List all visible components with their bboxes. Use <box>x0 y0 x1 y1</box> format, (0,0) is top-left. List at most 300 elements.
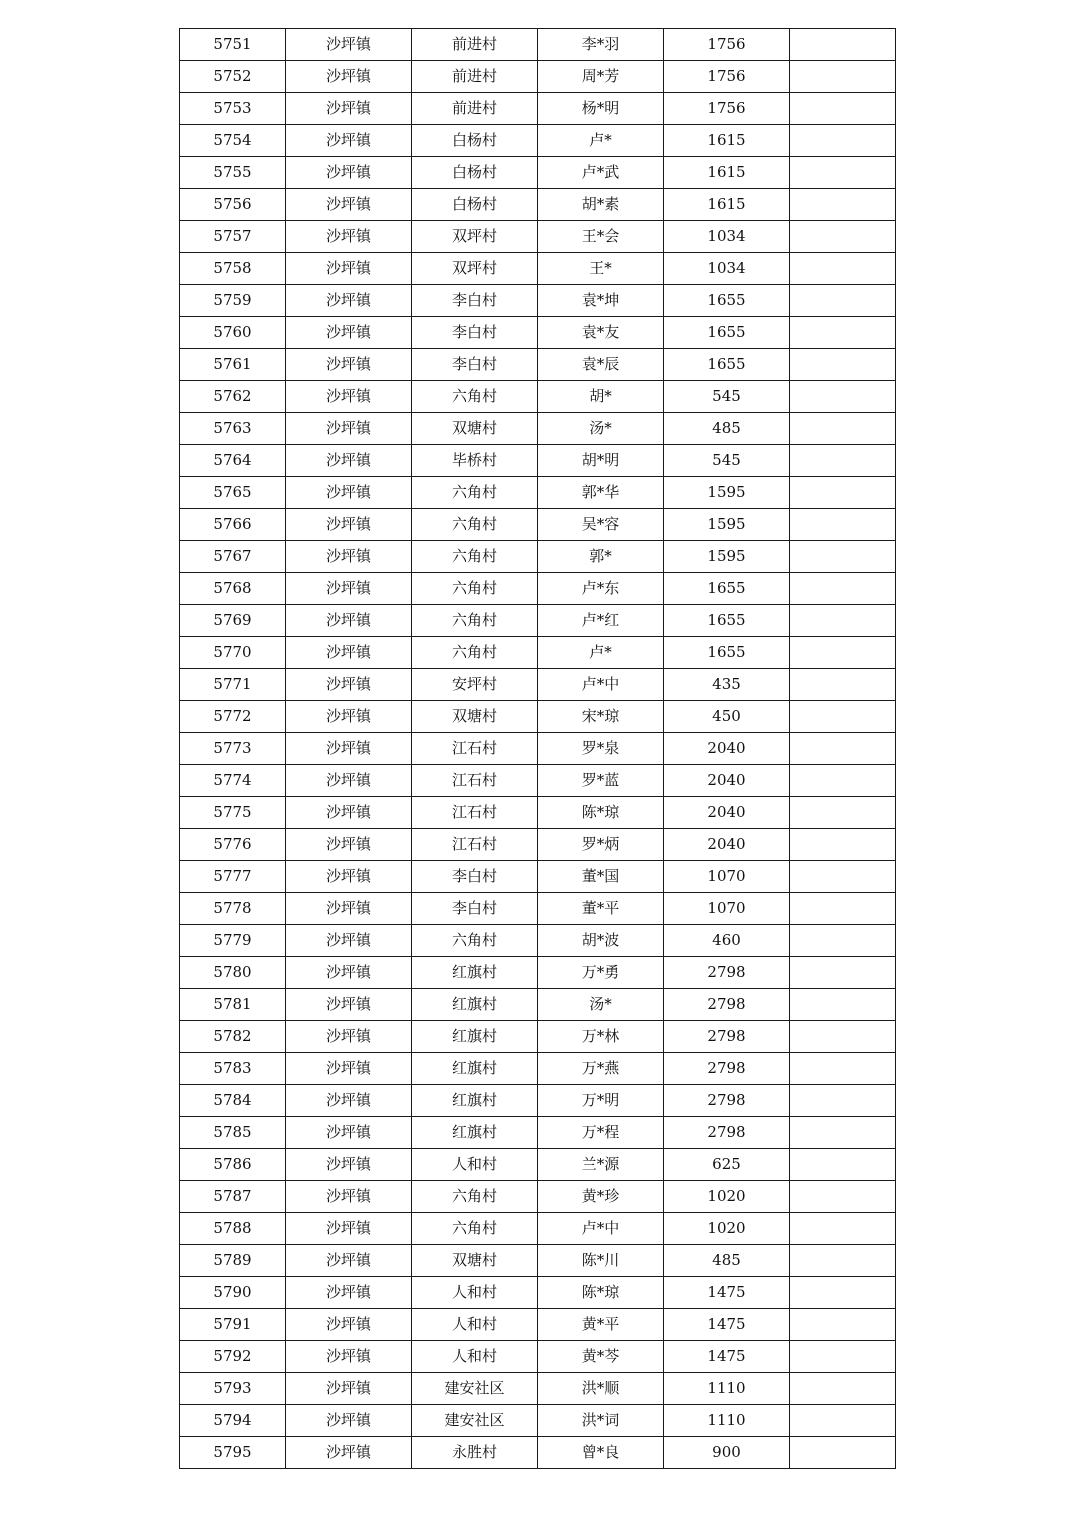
cell-village: 李白村 <box>412 349 538 381</box>
cell-amount: 485 <box>664 413 790 445</box>
cell-note <box>790 189 896 221</box>
cell-village: 双坪村 <box>412 253 538 285</box>
cell-town: 沙坪镇 <box>286 797 412 829</box>
cell-town: 沙坪镇 <box>286 957 412 989</box>
cell-amount: 2798 <box>664 957 790 989</box>
table-row <box>180 93 896 125</box>
cell-village: 白杨村 <box>412 157 538 189</box>
cell-note <box>790 1181 896 1213</box>
cell-village: 红旗村 <box>412 1085 538 1117</box>
cell-amount: 1615 <box>664 125 790 157</box>
cell-amount: 1615 <box>664 189 790 221</box>
cell-town: 沙坪镇 <box>286 1437 412 1469</box>
cell-town: 沙坪镇 <box>286 861 412 893</box>
cell-town: 沙坪镇 <box>286 61 412 93</box>
table-row <box>180 989 896 1021</box>
cell-serial-number: 5769 <box>180 605 286 637</box>
cell-note <box>790 1405 896 1437</box>
table-row <box>180 829 896 861</box>
cell-amount: 2040 <box>664 733 790 765</box>
cell-amount: 2798 <box>664 1085 790 1117</box>
cell-serial-number: 5771 <box>180 669 286 701</box>
cell-name: 胡*波 <box>538 925 664 957</box>
cell-village: 六角村 <box>412 925 538 957</box>
cell-name: 卢*东 <box>538 573 664 605</box>
cell-serial-number: 5794 <box>180 1405 286 1437</box>
cell-note <box>790 445 896 477</box>
cell-note <box>790 1309 896 1341</box>
cell-town: 沙坪镇 <box>286 221 412 253</box>
cell-town: 沙坪镇 <box>286 701 412 733</box>
cell-village: 江石村 <box>412 829 538 861</box>
cell-amount: 1655 <box>664 317 790 349</box>
cell-village: 双坪村 <box>412 221 538 253</box>
cell-note <box>790 93 896 125</box>
cell-note <box>790 573 896 605</box>
table-row <box>180 765 896 797</box>
cell-village: 毕桥村 <box>412 445 538 477</box>
table-row <box>180 477 896 509</box>
cell-amount: 1655 <box>664 285 790 317</box>
cell-note <box>790 1117 896 1149</box>
table-row <box>180 1149 896 1181</box>
table-row <box>180 29 896 61</box>
cell-amount: 2798 <box>664 1021 790 1053</box>
cell-town: 沙坪镇 <box>286 669 412 701</box>
cell-serial-number: 5795 <box>180 1437 286 1469</box>
cell-amount: 1070 <box>664 861 790 893</box>
cell-note <box>790 989 896 1021</box>
table-row <box>180 285 896 317</box>
table-row <box>180 125 896 157</box>
cell-serial-number: 5773 <box>180 733 286 765</box>
cell-town: 沙坪镇 <box>286 317 412 349</box>
cell-serial-number: 5781 <box>180 989 286 1021</box>
cell-amount: 450 <box>664 701 790 733</box>
cell-name: 万*程 <box>538 1117 664 1149</box>
cell-note <box>790 861 896 893</box>
cell-village: 人和村 <box>412 1277 538 1309</box>
cell-note <box>790 669 896 701</box>
cell-town: 沙坪镇 <box>286 157 412 189</box>
cell-serial-number: 5783 <box>180 1053 286 1085</box>
cell-name: 万*明 <box>538 1085 664 1117</box>
table-row <box>180 1117 896 1149</box>
cell-note <box>790 381 896 413</box>
table-row <box>180 797 896 829</box>
cell-name: 郭*华 <box>538 477 664 509</box>
cell-town: 沙坪镇 <box>286 1149 412 1181</box>
cell-village: 建安社区 <box>412 1373 538 1405</box>
table-row <box>180 1053 896 1085</box>
cell-serial-number: 5791 <box>180 1309 286 1341</box>
cell-serial-number: 5792 <box>180 1341 286 1373</box>
cell-note <box>790 733 896 765</box>
cell-village: 红旗村 <box>412 957 538 989</box>
cell-serial-number: 5762 <box>180 381 286 413</box>
cell-town: 沙坪镇 <box>286 477 412 509</box>
table-row <box>180 637 896 669</box>
cell-town: 沙坪镇 <box>286 1053 412 1085</box>
cell-note <box>790 253 896 285</box>
cell-name: 宋*琼 <box>538 701 664 733</box>
cell-amount: 1475 <box>664 1309 790 1341</box>
cell-town: 沙坪镇 <box>286 93 412 125</box>
cell-serial-number: 5756 <box>180 189 286 221</box>
cell-amount: 1615 <box>664 157 790 189</box>
table-row <box>180 1309 896 1341</box>
table-row <box>180 605 896 637</box>
table-row <box>180 253 896 285</box>
cell-name: 董*国 <box>538 861 664 893</box>
cell-note <box>790 509 896 541</box>
cell-note <box>790 1085 896 1117</box>
cell-village: 六角村 <box>412 605 538 637</box>
table-row <box>180 509 896 541</box>
cell-town: 沙坪镇 <box>286 445 412 477</box>
cell-village: 永胜村 <box>412 1437 538 1469</box>
cell-town: 沙坪镇 <box>286 733 412 765</box>
table-row <box>180 573 896 605</box>
cell-name: 李*羽 <box>538 29 664 61</box>
cell-amount: 435 <box>664 669 790 701</box>
cell-name: 袁*辰 <box>538 349 664 381</box>
cell-name: 洪*词 <box>538 1405 664 1437</box>
cell-serial-number: 5775 <box>180 797 286 829</box>
cell-town: 沙坪镇 <box>286 1085 412 1117</box>
cell-note <box>790 221 896 253</box>
cell-serial-number: 5776 <box>180 829 286 861</box>
table-row <box>180 413 896 445</box>
cell-note <box>790 1021 896 1053</box>
cell-amount: 1595 <box>664 477 790 509</box>
cell-village: 前进村 <box>412 93 538 125</box>
cell-name: 周*芳 <box>538 61 664 93</box>
cell-name: 袁*坤 <box>538 285 664 317</box>
cell-town: 沙坪镇 <box>286 1405 412 1437</box>
cell-note <box>790 637 896 669</box>
cell-town: 沙坪镇 <box>286 189 412 221</box>
cell-serial-number: 5782 <box>180 1021 286 1053</box>
cell-amount: 2040 <box>664 829 790 861</box>
cell-serial-number: 5778 <box>180 893 286 925</box>
cell-serial-number: 5790 <box>180 1277 286 1309</box>
cell-note <box>790 1149 896 1181</box>
cell-amount: 1020 <box>664 1213 790 1245</box>
cell-name: 王* <box>538 253 664 285</box>
cell-amount: 1595 <box>664 509 790 541</box>
cell-town: 沙坪镇 <box>286 1277 412 1309</box>
cell-name: 万*勇 <box>538 957 664 989</box>
table-row <box>180 861 896 893</box>
cell-serial-number: 5765 <box>180 477 286 509</box>
cell-town: 沙坪镇 <box>286 605 412 637</box>
cell-village: 江石村 <box>412 733 538 765</box>
cell-note <box>790 61 896 93</box>
cell-name: 胡*明 <box>538 445 664 477</box>
cell-village: 人和村 <box>412 1149 538 1181</box>
cell-amount: 1655 <box>664 605 790 637</box>
cell-serial-number: 5763 <box>180 413 286 445</box>
cell-note <box>790 541 896 573</box>
cell-town: 沙坪镇 <box>286 381 412 413</box>
cell-name: 洪*顺 <box>538 1373 664 1405</box>
cell-serial-number: 5789 <box>180 1245 286 1277</box>
cell-note <box>790 1277 896 1309</box>
table-row <box>180 1341 896 1373</box>
cell-serial-number: 5772 <box>180 701 286 733</box>
cell-village: 六角村 <box>412 637 538 669</box>
cell-town: 沙坪镇 <box>286 1181 412 1213</box>
cell-name: 卢*中 <box>538 669 664 701</box>
cell-village: 建安社区 <box>412 1405 538 1437</box>
cell-serial-number: 5786 <box>180 1149 286 1181</box>
cell-name: 杨*明 <box>538 93 664 125</box>
cell-note <box>790 349 896 381</box>
cell-name: 卢* <box>538 637 664 669</box>
cell-town: 沙坪镇 <box>286 1309 412 1341</box>
cell-village: 前进村 <box>412 29 538 61</box>
cell-note <box>790 157 896 189</box>
cell-name: 黄*芩 <box>538 1341 664 1373</box>
cell-serial-number: 5788 <box>180 1213 286 1245</box>
cell-village: 白杨村 <box>412 125 538 157</box>
cell-name: 陈*琼 <box>538 1277 664 1309</box>
cell-town: 沙坪镇 <box>286 413 412 445</box>
table-row <box>180 61 896 93</box>
cell-village: 红旗村 <box>412 1021 538 1053</box>
cell-name: 胡* <box>538 381 664 413</box>
cell-name: 卢*红 <box>538 605 664 637</box>
cell-name: 兰*源 <box>538 1149 664 1181</box>
cell-amount: 1655 <box>664 349 790 381</box>
cell-note <box>790 1245 896 1277</box>
cell-village: 红旗村 <box>412 1117 538 1149</box>
cell-village: 人和村 <box>412 1341 538 1373</box>
cell-note <box>790 829 896 861</box>
cell-town: 沙坪镇 <box>286 1373 412 1405</box>
table-row <box>180 541 896 573</box>
cell-serial-number: 5759 <box>180 285 286 317</box>
cell-amount: 1020 <box>664 1181 790 1213</box>
cell-amount: 1655 <box>664 637 790 669</box>
cell-amount: 1756 <box>664 93 790 125</box>
cell-note <box>790 413 896 445</box>
cell-note <box>790 605 896 637</box>
table-row <box>180 317 896 349</box>
cell-serial-number: 5764 <box>180 445 286 477</box>
cell-name: 陈*川 <box>538 1245 664 1277</box>
cell-amount: 1756 <box>664 29 790 61</box>
cell-town: 沙坪镇 <box>286 1117 412 1149</box>
cell-town: 沙坪镇 <box>286 1213 412 1245</box>
cell-village: 红旗村 <box>412 989 538 1021</box>
table-row <box>180 1277 896 1309</box>
cell-amount: 1070 <box>664 893 790 925</box>
table-row <box>180 445 896 477</box>
cell-town: 沙坪镇 <box>286 765 412 797</box>
cell-town: 沙坪镇 <box>286 989 412 1021</box>
cell-village: 六角村 <box>412 1181 538 1213</box>
cell-note <box>790 893 896 925</box>
cell-note <box>790 317 896 349</box>
cell-name: 胡*素 <box>538 189 664 221</box>
cell-village: 江石村 <box>412 797 538 829</box>
table-row <box>180 1213 896 1245</box>
cell-name: 黄*珍 <box>538 1181 664 1213</box>
cell-amount: 1475 <box>664 1277 790 1309</box>
data-table <box>179 28 896 1469</box>
cell-name: 王*会 <box>538 221 664 253</box>
table-row <box>180 1437 896 1469</box>
cell-note <box>790 1053 896 1085</box>
cell-serial-number: 5780 <box>180 957 286 989</box>
cell-serial-number: 5754 <box>180 125 286 157</box>
table-row <box>180 1373 896 1405</box>
cell-serial-number: 5755 <box>180 157 286 189</box>
cell-town: 沙坪镇 <box>286 829 412 861</box>
cell-note <box>790 701 896 733</box>
table-body <box>180 29 896 1469</box>
table-row <box>180 1181 896 1213</box>
cell-village: 红旗村 <box>412 1053 538 1085</box>
cell-name: 黄*平 <box>538 1309 664 1341</box>
cell-name: 汤* <box>538 413 664 445</box>
cell-amount: 2798 <box>664 989 790 1021</box>
cell-amount: 1595 <box>664 541 790 573</box>
cell-amount: 1110 <box>664 1373 790 1405</box>
cell-name: 罗*蓝 <box>538 765 664 797</box>
cell-name: 卢*中 <box>538 1213 664 1245</box>
cell-amount: 1475 <box>664 1341 790 1373</box>
cell-name: 董*平 <box>538 893 664 925</box>
cell-town: 沙坪镇 <box>286 1021 412 1053</box>
cell-name: 卢* <box>538 125 664 157</box>
cell-name: 万*林 <box>538 1021 664 1053</box>
table-row <box>180 189 896 221</box>
cell-serial-number: 5785 <box>180 1117 286 1149</box>
table-row <box>180 669 896 701</box>
cell-amount: 545 <box>664 445 790 477</box>
cell-town: 沙坪镇 <box>286 253 412 285</box>
table-row <box>180 925 896 957</box>
table-row <box>180 957 896 989</box>
table-row <box>180 1021 896 1053</box>
cell-serial-number: 5761 <box>180 349 286 381</box>
cell-serial-number: 5784 <box>180 1085 286 1117</box>
cell-amount: 545 <box>664 381 790 413</box>
cell-village: 双塘村 <box>412 413 538 445</box>
cell-serial-number: 5751 <box>180 29 286 61</box>
cell-amount: 1655 <box>664 573 790 605</box>
cell-serial-number: 5793 <box>180 1373 286 1405</box>
cell-name: 罗*泉 <box>538 733 664 765</box>
cell-note <box>790 285 896 317</box>
table-row <box>180 733 896 765</box>
cell-village: 双塘村 <box>412 701 538 733</box>
table-row <box>180 381 896 413</box>
cell-serial-number: 5770 <box>180 637 286 669</box>
cell-village: 李白村 <box>412 893 538 925</box>
cell-village: 六角村 <box>412 1213 538 1245</box>
table-row <box>180 1085 896 1117</box>
cell-name: 袁*友 <box>538 317 664 349</box>
cell-note <box>790 797 896 829</box>
cell-town: 沙坪镇 <box>286 637 412 669</box>
cell-name: 陈*琼 <box>538 797 664 829</box>
table-row <box>180 157 896 189</box>
cell-name: 曾*良 <box>538 1437 664 1469</box>
cell-note <box>790 957 896 989</box>
cell-amount: 1110 <box>664 1405 790 1437</box>
cell-amount: 625 <box>664 1149 790 1181</box>
table-row <box>180 893 896 925</box>
cell-name: 汤* <box>538 989 664 1021</box>
cell-amount: 2798 <box>664 1053 790 1085</box>
cell-amount: 460 <box>664 925 790 957</box>
cell-village: 白杨村 <box>412 189 538 221</box>
cell-serial-number: 5758 <box>180 253 286 285</box>
cell-town: 沙坪镇 <box>286 541 412 573</box>
table-row <box>180 221 896 253</box>
cell-serial-number: 5779 <box>180 925 286 957</box>
cell-serial-number: 5752 <box>180 61 286 93</box>
cell-serial-number: 5760 <box>180 317 286 349</box>
table-row <box>180 1405 896 1437</box>
cell-town: 沙坪镇 <box>286 1341 412 1373</box>
cell-amount: 2798 <box>664 1117 790 1149</box>
cell-village: 六角村 <box>412 477 538 509</box>
cell-note <box>790 1373 896 1405</box>
cell-amount: 2040 <box>664 765 790 797</box>
cell-amount: 900 <box>664 1437 790 1469</box>
cell-note <box>790 765 896 797</box>
cell-village: 李白村 <box>412 285 538 317</box>
cell-serial-number: 5767 <box>180 541 286 573</box>
cell-serial-number: 5774 <box>180 765 286 797</box>
cell-amount: 2040 <box>664 797 790 829</box>
cell-serial-number: 5757 <box>180 221 286 253</box>
cell-note <box>790 925 896 957</box>
cell-serial-number: 5787 <box>180 1181 286 1213</box>
cell-village: 六角村 <box>412 573 538 605</box>
cell-village: 六角村 <box>412 509 538 541</box>
cell-serial-number: 5777 <box>180 861 286 893</box>
cell-note <box>790 1437 896 1469</box>
cell-note <box>790 1213 896 1245</box>
cell-name: 卢*武 <box>538 157 664 189</box>
cell-serial-number: 5753 <box>180 93 286 125</box>
cell-village: 李白村 <box>412 317 538 349</box>
cell-town: 沙坪镇 <box>286 29 412 61</box>
cell-village: 六角村 <box>412 381 538 413</box>
cell-village: 李白村 <box>412 861 538 893</box>
cell-amount: 1756 <box>664 61 790 93</box>
cell-village: 六角村 <box>412 541 538 573</box>
table-row <box>180 1245 896 1277</box>
cell-town: 沙坪镇 <box>286 509 412 541</box>
cell-town: 沙坪镇 <box>286 1245 412 1277</box>
cell-serial-number: 5766 <box>180 509 286 541</box>
cell-town: 沙坪镇 <box>286 125 412 157</box>
cell-village: 安坪村 <box>412 669 538 701</box>
cell-note <box>790 29 896 61</box>
cell-amount: 485 <box>664 1245 790 1277</box>
cell-town: 沙坪镇 <box>286 925 412 957</box>
cell-amount: 1034 <box>664 221 790 253</box>
cell-note <box>790 125 896 157</box>
cell-town: 沙坪镇 <box>286 893 412 925</box>
